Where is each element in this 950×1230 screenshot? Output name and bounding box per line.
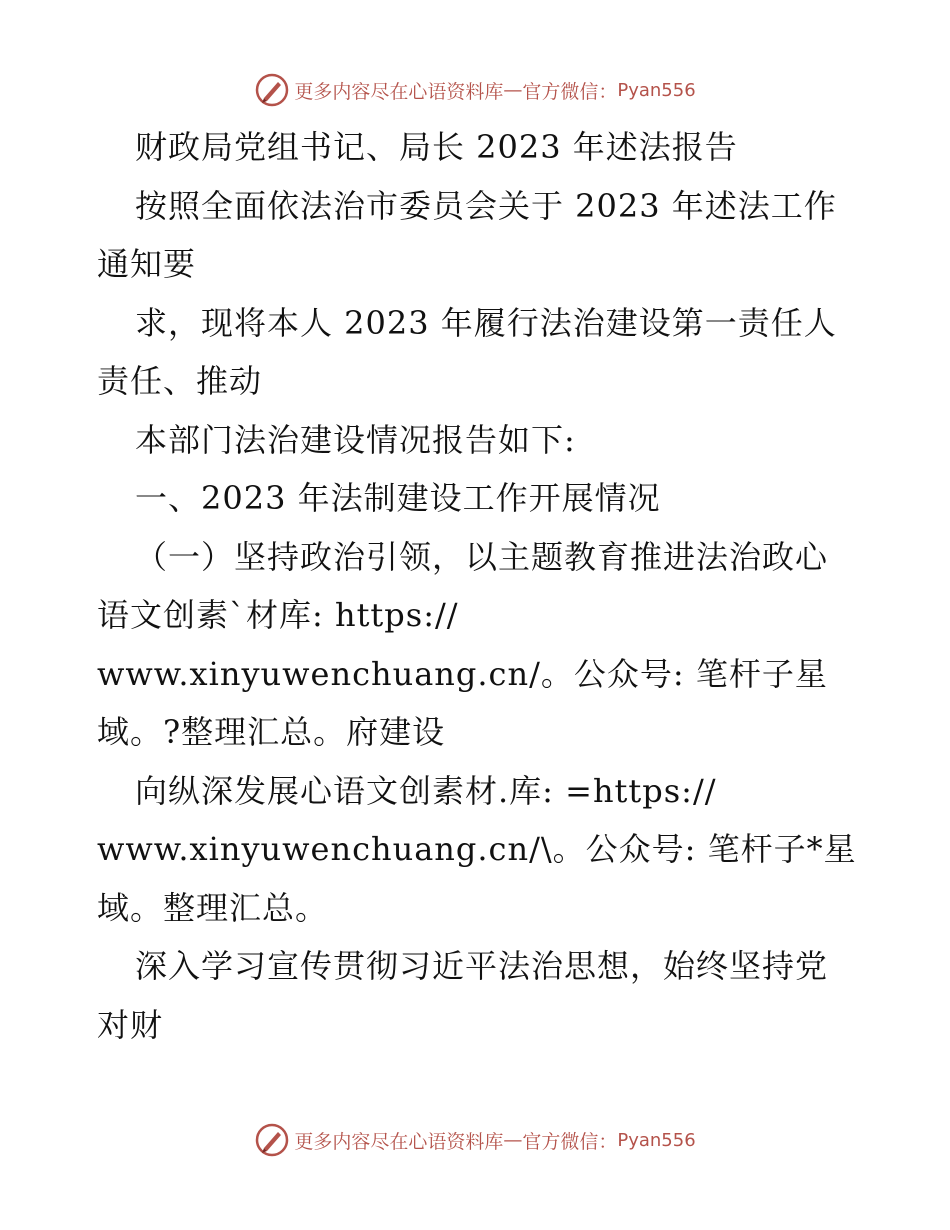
banner-main-text: 更多内容尽在心语资料库 xyxy=(294,80,504,103)
paragraph-line: 向纵深发展心语文创素材.库: =https:// xyxy=(135,771,717,810)
paragraph-line: 本部门法治建设情况报告如下: xyxy=(135,420,576,459)
banner-wechat-id: Pyan556 xyxy=(617,79,696,101)
paragraph-line: www.xinyuwenchuang.cn/\。公众号: 笔杆子*星 xyxy=(97,830,857,868)
section-heading: 一、2023 年法制建设工作开展情况 xyxy=(135,479,661,517)
banner-dash: — xyxy=(503,1129,523,1151)
subsection-heading: （一）坚持政治引领，以主题教育推进法治政心 xyxy=(135,537,829,576)
pen-logo-icon xyxy=(254,72,290,108)
paragraph-line: 域。整理汇总。 xyxy=(97,888,329,927)
paragraph-line: 按照全面依法治市委员会关于 2023 年述法工作 xyxy=(135,186,837,225)
banner-dash: — xyxy=(503,79,523,101)
footer-banner xyxy=(0,1120,950,1160)
paragraph-line: www.xinyuwenchuang.cn/。公众号: 笔杆子星 xyxy=(97,654,828,693)
banner-main-text: 更多内容尽在心语资料库 xyxy=(294,1130,504,1153)
paragraph-line: 语文创素`材库: https:// xyxy=(97,596,459,634)
paragraph-line: 域。?整理汇总。府建设 xyxy=(97,713,446,751)
document-body xyxy=(97,118,857,1054)
pen-logo-icon xyxy=(254,1122,290,1158)
document-title: 财政局党组书记、局长 2023 年述法报告 xyxy=(135,128,738,166)
banner-wechat-label: 官方微信： xyxy=(522,1130,618,1153)
paragraph-line: 责任、推动 xyxy=(97,362,263,400)
banner-wechat-id: Pyan556 xyxy=(617,1129,696,1151)
paragraph-line: 对财 xyxy=(97,1005,164,1044)
paragraph-line: 深入学习宣传贯彻习近平法治思想，始终坚持党 xyxy=(135,947,829,985)
paragraph-line: 通知要 xyxy=(97,245,197,283)
paragraph-line: 求，现将本人 2023 年履行法治建设第一责任人 xyxy=(135,303,837,342)
header-banner xyxy=(0,70,950,110)
banner-wechat-label: 官方微信： xyxy=(522,80,618,103)
